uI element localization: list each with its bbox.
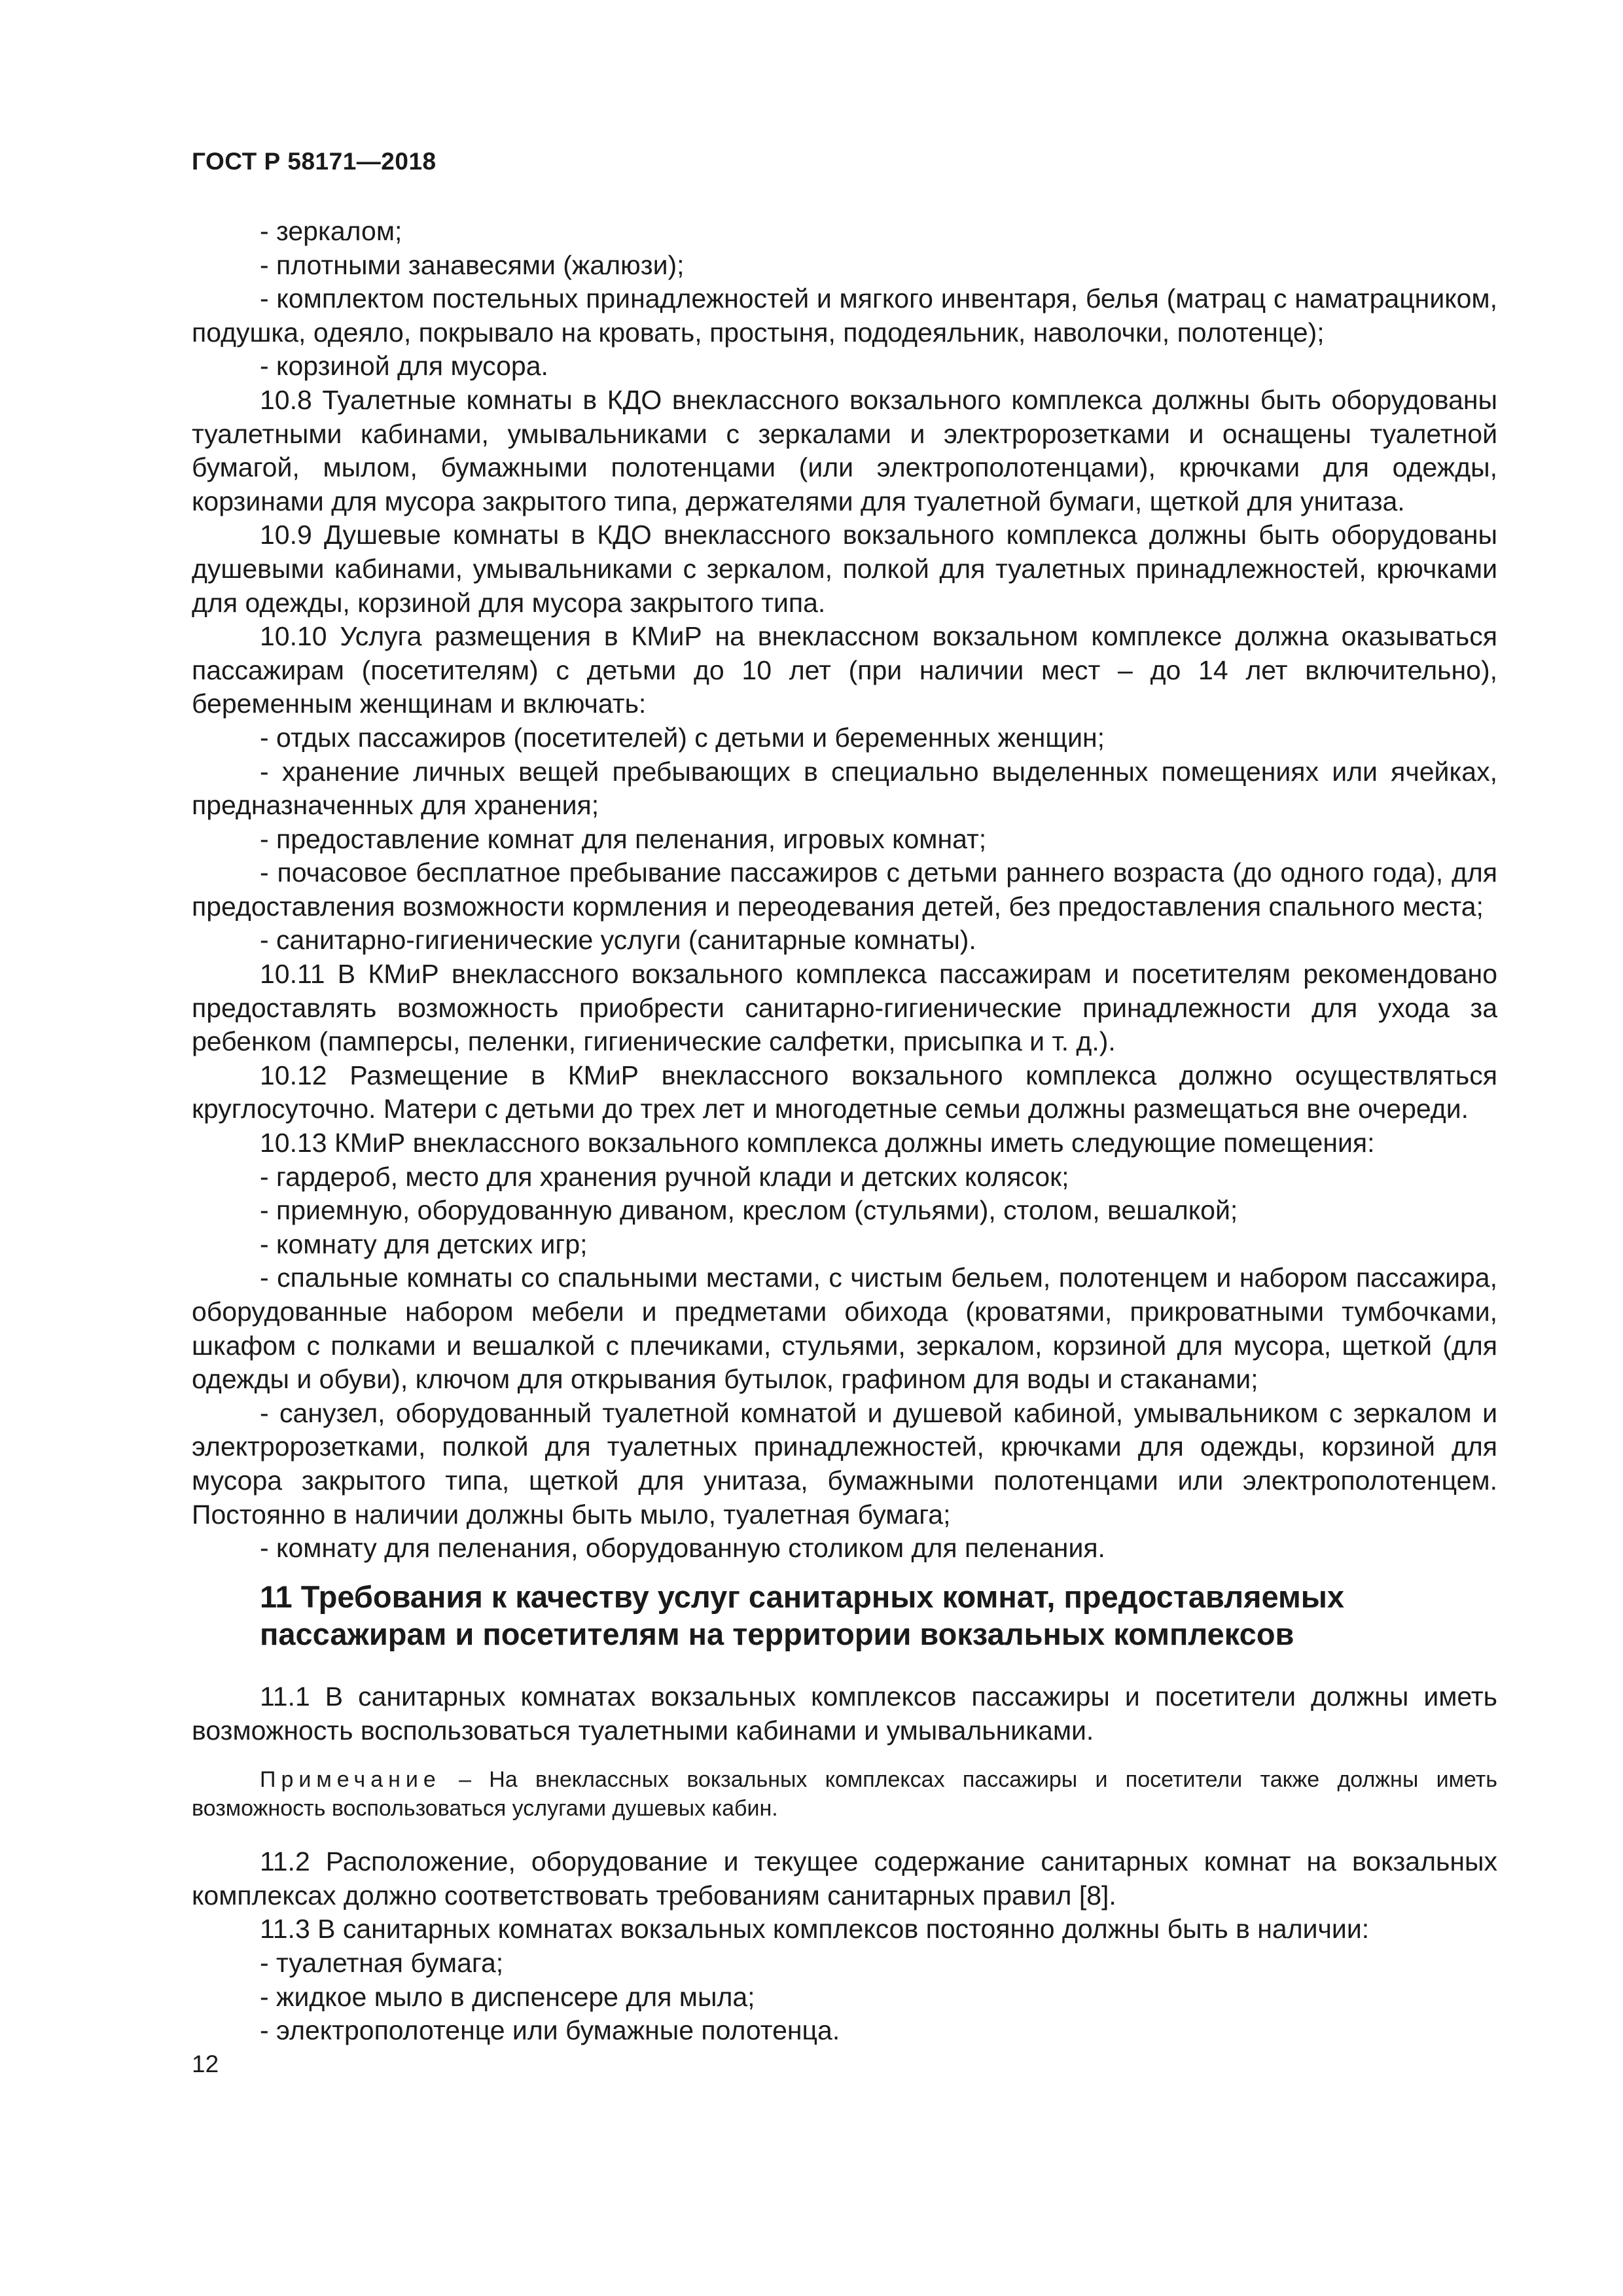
clause-10-9: 10.9 Душевые комнаты в КДО внеклассного вокзального комплекса должны быть оборудованы душевыми кабинами, умывальниками с зеркалом, полкой для туалетных принадлежностей, крючками для одежды, корзиной для мусора закрытого типа. xyxy=(192,520,1497,618)
list-item-bedding: - комплектом постельных принадлежностей и мягкого инвентаря, белья (матрац с наматрацником, подушка, одеяло, покрывало на кровать, простыня, пододеяльник, наволочки, полотенце); xyxy=(192,283,1497,348)
list-item: - предоставление комнат для пеленания, игровых комнат; xyxy=(260,823,987,854)
clause-10-11: 10.11 В КМиР внеклассного вокзального комплекса пассажирам и посетителям рекомендовано предоставлять возможность приобрести санитарно-гигиенические принадлежности для ухода за ребенком (памперсы, пеленки, гигиенические салфетки, присыпка и т. д.). xyxy=(192,959,1497,1057)
note-text: – На внеклассных вокзальных комплексах пассажиры и посетители также должны иметь возможность воспользоваться услугами душевых кабин. xyxy=(192,1767,1497,1821)
document-header: ГОСТ Р 58171—2018 xyxy=(192,148,437,175)
clause-11-2: 11.2 Расположение, оборудование и текущее содержание санитарных комнат на вокзальных комплексах должно соответствовать требованиям санитарных правил [8]. xyxy=(192,1846,1497,1910)
list-item: - почасовое бесплатное пребывание пассажиров с детьми раннего возраста (до одного года), для предоставления возможности кормления и переодевания детей, без предоставления спального места; xyxy=(192,857,1497,922)
list-item-mirror: - зеркалом; xyxy=(260,216,402,246)
section-10-body xyxy=(192,215,1497,1566)
list-item: - комнату для детских игр; xyxy=(260,1229,588,1259)
list-item: - санузел, оборудованный туалетной комнатой и душевой кабиной, умывальником с зеркалом и электророзетками, полкой для туалетных принадлежностей, крючками для одежды, корзиной для мусора закрытого типа, щеткой для унитаза, бумажными полотенцами или электрополотенцем. Постоянно в наличии должны быть мыло, туалетная бумага; xyxy=(192,1397,1497,1530)
clause-10-12: 10.12 Размещение в КМиР внеклассного вокзального комплекса должно осуществляться круглосуточно. Матери с детьми до трех лет и многодетные семьи должны размещаться вне очереди. xyxy=(192,1060,1497,1124)
note-label: Примечание xyxy=(260,1767,441,1793)
list-item: - санитарно-гигиенические услуги (санитарные комнаты). xyxy=(260,925,976,956)
clause-11-1: 11.1 В санитарных комнатах вокзальных комплексов пассажиры и посетители должны иметь возможность воспользоваться туалетными кабинами и умывальниками. xyxy=(192,1681,1497,1746)
clause-11-3: 11.3 В санитарных комнатах вокзальных комплексов постоянно должны быть в наличии: xyxy=(260,1914,1370,1945)
list-item: - жидкое мыло в диспенсере для мыла; xyxy=(260,1981,755,2012)
clause-10-8: 10.8 Туалетные комнаты в КДО внеклассного вокзального комплекса должны быть оборудованы туалетными кабинами, умывальниками с зеркалами и электророзетками и оснащены туалетной бумагой, мылом, бумажными полотенцами (или электрополотенцами), крючками для одежды, корзинами для мусора закрытого типа, держателями для туалетной бумаги, щеткой для унитаза. xyxy=(192,384,1497,516)
section-11-heading: 11 Требования к качеству услуг санитарных комнат, предоставляемых пассажирам и посетителям на территории вокзальных комплексов xyxy=(260,1579,1345,1651)
clause-10-13: 10.13 КМиР внеклассного вокзального комплекса должны иметь следующие помещения: xyxy=(260,1128,1375,1158)
list-item: - приемную, оборудованную диваном, креслом (стульями), столом, вешалкой; xyxy=(260,1195,1238,1226)
list-item: - комнату для пеленания, оборудованную столиком для пеленания. xyxy=(260,1533,1105,1564)
section-11-body xyxy=(192,1680,1497,2048)
list-item: - электрополотенце или бумажные полотенца. xyxy=(260,2015,840,2046)
page-number: 12 xyxy=(192,2051,219,2077)
note xyxy=(192,1765,1497,1823)
list-item: - туалетная бумага; xyxy=(260,1947,504,1978)
list-item: - спальные комнаты со спальными местами, с чистым бельем, полотенцем и набором пассажира, оборудованные набором мебели и предметами обихода (кроватями, прикроватными тумбочками, шкафом с полками и вешалкой с плечиками, стульями, зеркалом, корзиной для мусора, щеткой (для одежды и обуви), ключом для открывания бутылок, графином для воды и стаканами; xyxy=(192,1263,1497,1395)
list-item: - гардероб, место для хранения ручной клади и детских колясок; xyxy=(260,1161,1069,1192)
list-item-trash-bin: - корзиной для мусора. xyxy=(260,351,548,382)
list-item-curtains: - плотными занавесями (жалюзи); xyxy=(260,249,685,280)
list-item: - отдых пассажиров (посетителей) с детьми и беременных женщин; xyxy=(260,722,1105,753)
list-item: - хранение личных вещей пребывающих в специально выделенных помещениях или ячейках, предназначенных для хранения; xyxy=(192,756,1497,821)
clause-10-10: 10.10 Услуга размещения в КМиР на внеклассном вокзальном комплексе должна оказываться пассажирам (посетителям) с детьми до 10 лет (при наличии мест – до 14 лет включительно), беременным женщинам и включать: xyxy=(192,621,1497,719)
